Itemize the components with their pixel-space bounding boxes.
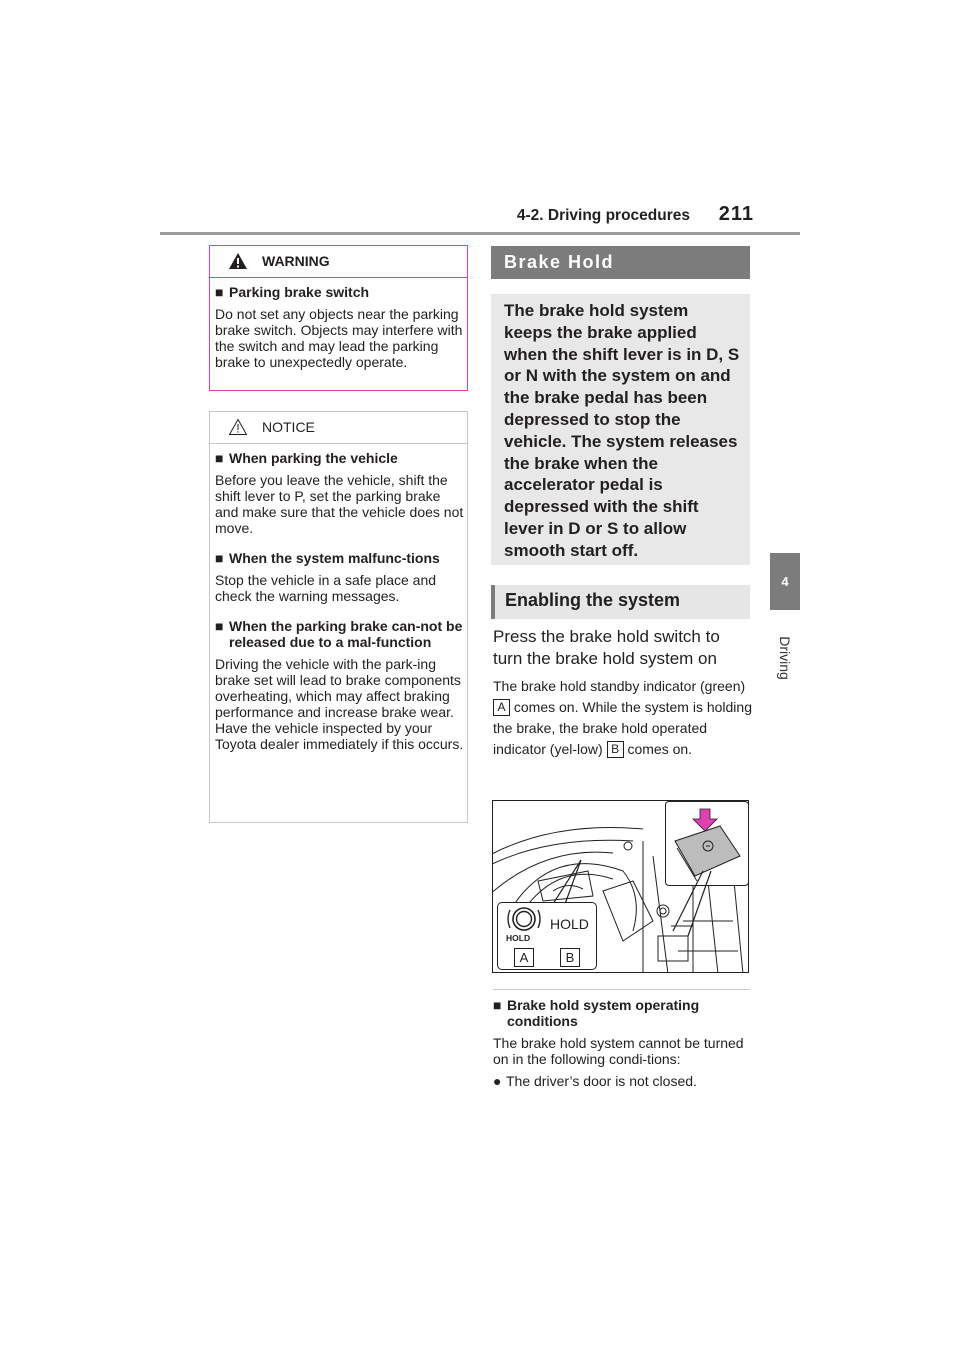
notice-item-heading-text: When the system malfunc-tions [229, 550, 440, 566]
tag-a: A [493, 699, 510, 716]
hold-text-indicator: HOLD [550, 916, 589, 932]
conditions-bullet [493, 1073, 750, 1089]
figure-tag-b: B [560, 948, 580, 967]
notice-item-heading: ■ When the system malfunc-tions [215, 550, 440, 566]
conditions-text: The brake hold system cannot be turned on in the following condi-tions: [493, 1035, 744, 1067]
tag-b: B [607, 741, 624, 758]
notice-body [215, 446, 465, 752]
enabling-body-text: comes on. While the system is holding the brake, the brake hold operated indicator (yel-low) [493, 699, 752, 757]
conditions-rule [493, 989, 750, 990]
enabling-body [493, 676, 753, 760]
dashboard-figure [492, 800, 749, 973]
warning-header [210, 246, 467, 278]
warning-heading: ■ Parking brake switch [215, 284, 370, 300]
enabling-step: Press the brake hold switch to turn the brake hold system on [493, 627, 720, 668]
caution-icon [228, 418, 248, 436]
conditions-bullet-text: The driver’s door is not closed. [506, 1073, 697, 1089]
brake-hold-intro: The brake hold system keeps the brake applied when the shift lever is in D, S or N with the system on and the brake pedal has been depressed to stop the vehicle. The system releases the brake when the accelerator pedal is depressed with the shift lever in D or S to allow smooth start off. [491, 294, 750, 565]
notice-item-heading-text: When parking the vehicle [229, 450, 398, 466]
chapter-label [770, 618, 800, 698]
enabling-body-text: comes on. [627, 741, 693, 757]
warning-icon [228, 252, 248, 270]
brake-hold-indicator-icon [504, 903, 544, 937]
warning-box [209, 245, 468, 391]
warning-text: Do not set any objects near the parking brake switch. Objects may interfere with the switch and may lead the parking brake to unexpectedly operate. [215, 306, 463, 370]
notice-header [210, 412, 467, 444]
warning-title: WARNING [262, 253, 330, 269]
notice-title: NOTICE [262, 419, 315, 435]
chapter-label-text: Driving [777, 636, 793, 680]
warning-body [215, 280, 465, 370]
notice-item-heading-text: When the parking brake can-not be released due to a mal-function [229, 618, 463, 650]
section-title: 4-2. Driving procedures [516, 207, 690, 224]
notice-item-text: Before you leave the vehicle, shift the shift lever to P, set the parking brake and make sure that the vehicle does not move. [215, 472, 464, 536]
notice-item-text: Stop the vehicle in a safe place and check the warning messages. [215, 572, 437, 604]
bullet-icon: ● [493, 1073, 502, 1089]
chapter-tab: 4 [770, 553, 800, 610]
notice-item-heading: ■ When the parking brake can-not be released due to a mal-function [215, 618, 465, 650]
enabling-title: Enabling the system [491, 585, 750, 619]
brake-hold-title: Brake Hold [491, 246, 750, 279]
figure-tag-a: A [514, 948, 534, 967]
page-number: 211 [718, 203, 754, 225]
header-rule [160, 232, 800, 235]
notice-item-heading: ■ When parking the vehicle [215, 450, 398, 466]
notice-box [209, 411, 468, 823]
notice-item-text: Driving the vehicle with the park-ing brake set will lead to brake components overheating, which may affect braking performance and increase brake wear. Have the vehicle inspected by your Toyota dealer immediately if this occurs. [215, 656, 464, 752]
indicator-label: HOLD [506, 933, 531, 943]
conditions-heading-text: Brake hold system operating conditions [507, 997, 700, 1029]
indicator-callout [497, 902, 597, 970]
conditions-section [493, 993, 750, 1089]
conditions-heading: ■ Brake hold system operating conditions [493, 997, 750, 1029]
enabling-body-text: The brake hold standby indicator (green) [493, 678, 746, 694]
warning-heading-text: Parking brake switch [229, 284, 370, 300]
